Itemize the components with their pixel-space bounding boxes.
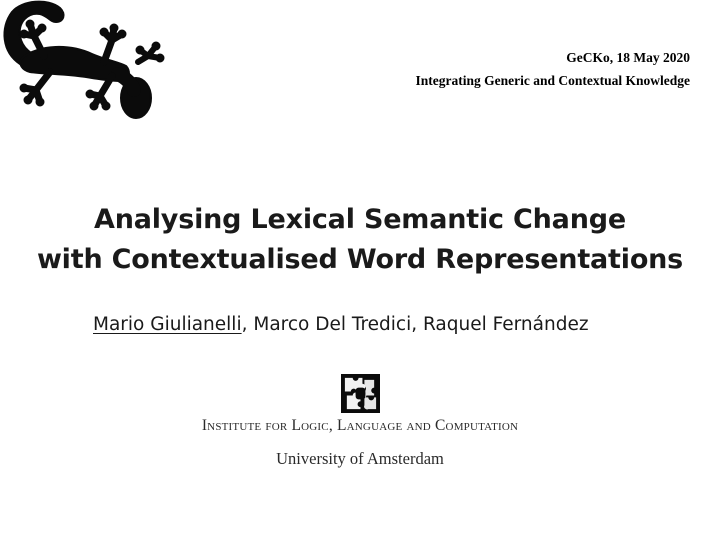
author-list [93,312,589,338]
slide-title-line-2: with Contextualised Word Representations [36,244,684,275]
presenter-name: Mario Giulianelli [93,314,242,335]
co-author-names: , Marco Del Tredici, Raquel Fernández [241,314,589,335]
workshop-date: GeCKo, 18 May 2020 [566,50,690,65]
university-name: University of Amsterdam [276,449,444,468]
puzzle-pieces-icon [341,374,380,413]
gecko-lizard-icon [0,0,170,125]
slide-title-line-1: Analysing Lexical Semantic Change [94,204,626,235]
slide-title [0,200,720,280]
workshop-name: Integrating Generic and Contextual Knowledge [415,73,690,88]
institute-name: Institute for Logic, Language and Computation [201,417,519,434]
workshop-info [416,46,691,92]
